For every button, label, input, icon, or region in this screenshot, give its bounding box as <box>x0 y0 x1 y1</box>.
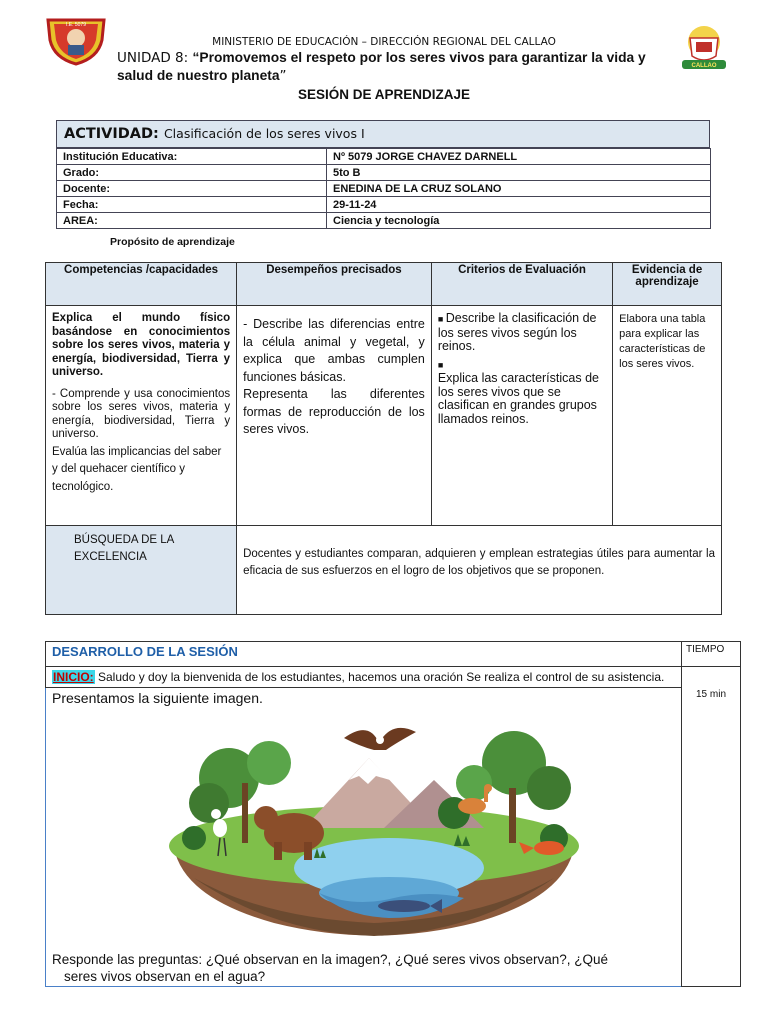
session-title: SESIÓN DE APRENDIZAJE <box>297 87 471 102</box>
activity-title: Clasificación de los seres vivos I <box>163 126 365 141</box>
info-row <box>57 165 711 181</box>
info-value: ENEDINA DE LA CRUZ SOLANO <box>327 181 711 197</box>
image-cell <box>46 688 682 987</box>
development-title: DESARROLLO DE LA SESIÓN <box>46 642 682 667</box>
questions-line-2: seres vivos observan en el agua? <box>64 969 266 984</box>
time-header: TIEMPO <box>682 642 741 667</box>
ministry-header: MINISTERIO DE EDUCACIÓN – DIRECCIÓN REGIONAL DEL CALLAO <box>212 36 556 48</box>
unit-label: UNIDAD 8: <box>117 50 193 66</box>
unit-open-quote: “ <box>192 50 200 65</box>
header-criteria: Criterios de Evaluación <box>431 263 612 306</box>
header-competencies: Competencias /capacidades <box>46 263 237 306</box>
competencies-header-row <box>46 263 722 306</box>
info-row <box>57 197 711 213</box>
excellence-label: BÚSQUEDA DE LA EXCELENCIA <box>74 534 174 563</box>
info-label: Docente: <box>57 181 327 197</box>
unit-name: Promovemos el respeto por los seres vivos para garantizar la vida y salud de nuestro planeta <box>117 50 646 83</box>
evidence-text: Elabora una tabla para explicar las características de los seres vivos. <box>619 313 706 370</box>
present-text: Presentamos la siguiente imagen. <box>52 690 263 706</box>
competencies-table <box>45 262 722 615</box>
competency-text: Explica el mundo físico basándose en conocimientos sobre los seres vivos, materia y energía, biodiversidad, Tierra y universo. <box>52 312 231 378</box>
image-row <box>46 688 741 987</box>
info-label: Grado: <box>57 165 327 181</box>
info-row <box>57 213 711 229</box>
time-cell <box>682 667 741 987</box>
questions-line-1: Responde las preguntas: ¿Qué observan en la imagen?, ¿Qué seres vivos observan?, ¿Qué <box>52 952 609 967</box>
inicio-text: Saludo y doy la bienvenida de los estudiantes, hacemos una oración Se realiza el control de su asistencia. <box>94 670 665 684</box>
activity-label: ACTIVIDAD: <box>64 126 159 142</box>
purpose-label: Propósito de aprendizaje <box>110 236 235 248</box>
competencies-content-row <box>46 306 722 526</box>
info-label: Fecha: <box>57 197 327 213</box>
excellence-text-cell <box>237 526 722 615</box>
criteria-2: Explica las características de los seres vivos que se clasifican en grandes grupos llamados reinos. <box>437 371 599 426</box>
inicio-tag: INICIO: <box>53 670 94 684</box>
unit-title <box>117 49 657 85</box>
performance-2: Representa las diferentes formas de reproducción de los seres vivos. <box>243 387 425 436</box>
info-label: Institución Educativa: <box>57 149 327 165</box>
criteria-item-1 <box>438 312 606 354</box>
unit-close-quote: ” <box>279 68 287 84</box>
time-value: 15 min <box>695 689 726 700</box>
excellence-text: Docentes y estudiantes comparan, adquieren y emplean estrategias útiles para aumentar la eficacia de sus esfuerzos en el logro de los objetivos que se proponen. <box>243 548 715 577</box>
criteria-cell <box>431 306 612 526</box>
bullet-icon: ■ <box>437 359 444 370</box>
info-value: Nº 5079 JORGE CHAVEZ DARNELL <box>327 149 711 165</box>
performances-cell <box>237 306 432 526</box>
info-label: AREA: <box>57 213 327 229</box>
inicio-row <box>46 667 741 688</box>
session-development-table <box>45 641 741 987</box>
criteria-item-2 <box>438 358 606 427</box>
excellence-row <box>46 526 722 615</box>
performance-1: - Describe las diferencias entre la célula animal y vegetal, y explica que ambas cumplen funciones básicas. <box>243 317 425 384</box>
excellence-label-cell <box>46 526 237 615</box>
info-row <box>57 181 711 197</box>
info-value: 5to B <box>327 165 711 181</box>
logo-right-text: CALLAO <box>691 63 717 69</box>
inicio-cell <box>46 667 682 688</box>
info-value: Ciencia y tecnología <box>327 213 711 229</box>
evidence-cell <box>613 306 722 526</box>
development-header-row <box>46 642 741 667</box>
capacity-2: Evalúa las implicancias del saber y del quehacer científico y tecnológico. <box>52 445 222 493</box>
criteria-1: Describe la clasificación de los seres vivos según los reinos. <box>437 311 597 353</box>
info-table <box>56 148 711 229</box>
logo-left-text: I.E. 5079 <box>65 22 87 28</box>
activity-header <box>56 120 710 148</box>
info-row <box>57 149 711 165</box>
capacity-1: - Comprende y usa conocimientos sobre los seres vivos, materia y energía, biodiversidad, Tierra y universo. <box>52 387 231 440</box>
competencies-cell <box>46 306 237 526</box>
header-performances: Desempeños precisados <box>237 263 432 306</box>
questions-text <box>52 951 676 985</box>
header-evidence: Evidencia de aprendizaje <box>613 263 722 306</box>
info-value: 29-11-24 <box>327 197 711 213</box>
ecosystem-illustration <box>154 718 586 948</box>
bullet-icon: ■ <box>437 314 446 324</box>
